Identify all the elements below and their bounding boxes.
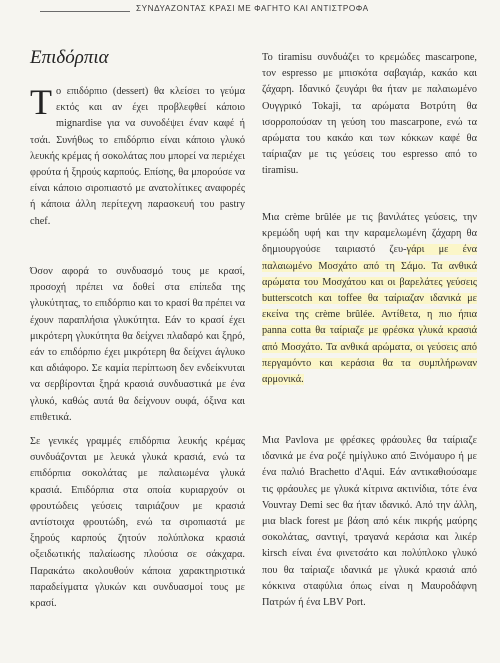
left-paragraph-3: Σε γενικές γραμμές επιδόρπια λευκής κρέμας συνδυάζονται με λευκά γλυκά κρασιά, ενώ τα επιδόρπια σοκολάτας με παλαιωμένα γλυκά κρασιά. Επιδόρπια στα οποία κυριαρχούν οι φρουτώδεις γεύσεις ταιριάζουν με κρασιά αντίστοιχα φρουτώδη, ενώ τα σιροπιαστά με ξηρούς καρπούς ζητούν πολύπλοκα κρασιά οξειδωτικής παλαίωσης πλούσια σε σάκχαρα. Παρακάτω ακολουθούν κάποια χαρακτηριστικά παραδείγματα γλυκών και συνδυασμοί τους με κρασί. — [30, 436, 245, 610]
header-rule — [40, 11, 130, 12]
right-paragraph-2 — [262, 210, 477, 388]
left-paragraph-2: Όσον αφορά το συνδυασμό τους με κρασί, προσοχή πρέπει να δοθεί στα επίπεδα της γλυκύτητας, το επιδόρπιο και το κρασί θα πρέπει να έχουν παραπλήσια γλυκύτητα. Εάν το κρασί έχει μικρότερη γλυκύτητα θα δείχνει πλαδαρό και ξηρό, εάν το επιδόρπιο έχει μικρότερη θα δείχνει άγλυκο και αδιάφορο. Σε καμία περίπτωση δεν ενδείκνυται να σερβίρονται ξηρά κρασιά συνδυαστικά με ένα γλυκό, καθώς αυτά θα δείχνουν ουφά, όξινα και επιθετικά. — [30, 266, 245, 423]
left-paragraph-1-text: ο επιδόρπιο (dessert) θα κλείσει το γεύμα εκτός και αν έχει προβλεφθεί κάποιο mignardise για να συνοδέψει έναν καφέ ή τσάι. Συνήθως το επιδόρπιο είναι κάποιο γλυκό λευκής κρέμας ή σοκολάτας που μπορεί να περιέχει φρούτα ή ξηρούς καρπούς. Επίσης, θα μπορούσε να είναι κάποιο σιροπιαστό με ανατολίτικες αναφορές ή κάποια άλλη περίτεχνη παρασκευή του pastry chef. — [30, 86, 245, 227]
right-paragraph-1: Το tiramisu συνδυάζει το κρεμώδες mascarpone, τον espresso με μπισκότα σαβαγιάρ, κακάο και ζάχαρη. Ιδανικό ζευγάρι θα ήταν με παλαιωμένο Ουγγρικό Tokaji, τα αρώματα Βοτρύτη θα ισορροπούσαν τη γεύση του mascarpone, ενώ τα αρώματα του κακάο και των κόκκων καφέ θα ταίριαζαν με τις γεύσεις του espresso από το tiramisu. — [262, 52, 477, 177]
section-title: Επιδόρπια — [30, 47, 109, 68]
highlighted-passage: γάρι με ένα παλαιωμένο Μοσχάτο από τη Σάμο. Τα ανθικά αρώματα του Μοσχάτου και οι βαρελάτες γεύσεις butterscotch και toffee θα ταίριαζαν ιδανικά με εκείνα της crème brûlée. Αντίθετα, η πιο ήπια panna cotta θα ταίριαζε με φρέσκα γλυκά κρασιά από Μοσχάτο. Τα ανθικά αρώματα, οι γεύσεις από περγαμόντο και κεράσια θα τα συμπλήρωναν αρμονικά. — [262, 244, 477, 386]
running-header: ΣΥΝΔΥΑΖΟΝΤΑΣ ΚΡΑΣΙ ΜΕ ΦΑΓΗΤΟ ΚΑΙ ΑΝΤΙΣΤΡΟΦΑ — [136, 4, 369, 13]
right-paragraph-2-text: Μια crème brûlée με τις βανιλάτες γεύσεις, την κρεμώδη υφή και την καραμελωμένη ζάχαρη θα δημιουργούσε ταιριαστό ζευ- — [262, 212, 477, 256]
right-paragraph-3: Μια Pavlova με φρέσκες φράουλες θα ταίριαζε ιδανικά με ένα ροζέ ημίγλυκο από Ξινόμαυρο ή με ένα παλιό Brachetto d'Aqui. Εάν αντικαθιούσαμε τις φράουλες με γλυκά κίτρινα ακτινίδια, τότε ένα Vouvray Demi sec θα ήταν ιδανικό. Από την άλλη, μια black forest με βάση από κέικ πικρής μαύρης σοκολάτας, σαντιγί, τραγανά κεράσια και λικέρ kirsch είναι ένα φινετσάτο και πολύπλοκο γλυκό που θα ταίριαζε ιδανικά με γλυκά κρασιά από κόκκινα σταφύλια όπως είναι η Μαυροδάφνη Πατρών ή ένα LBV Port. — [262, 435, 477, 609]
drop-cap: Τ — [30, 82, 52, 122]
left-paragraph-1 — [30, 84, 245, 230]
